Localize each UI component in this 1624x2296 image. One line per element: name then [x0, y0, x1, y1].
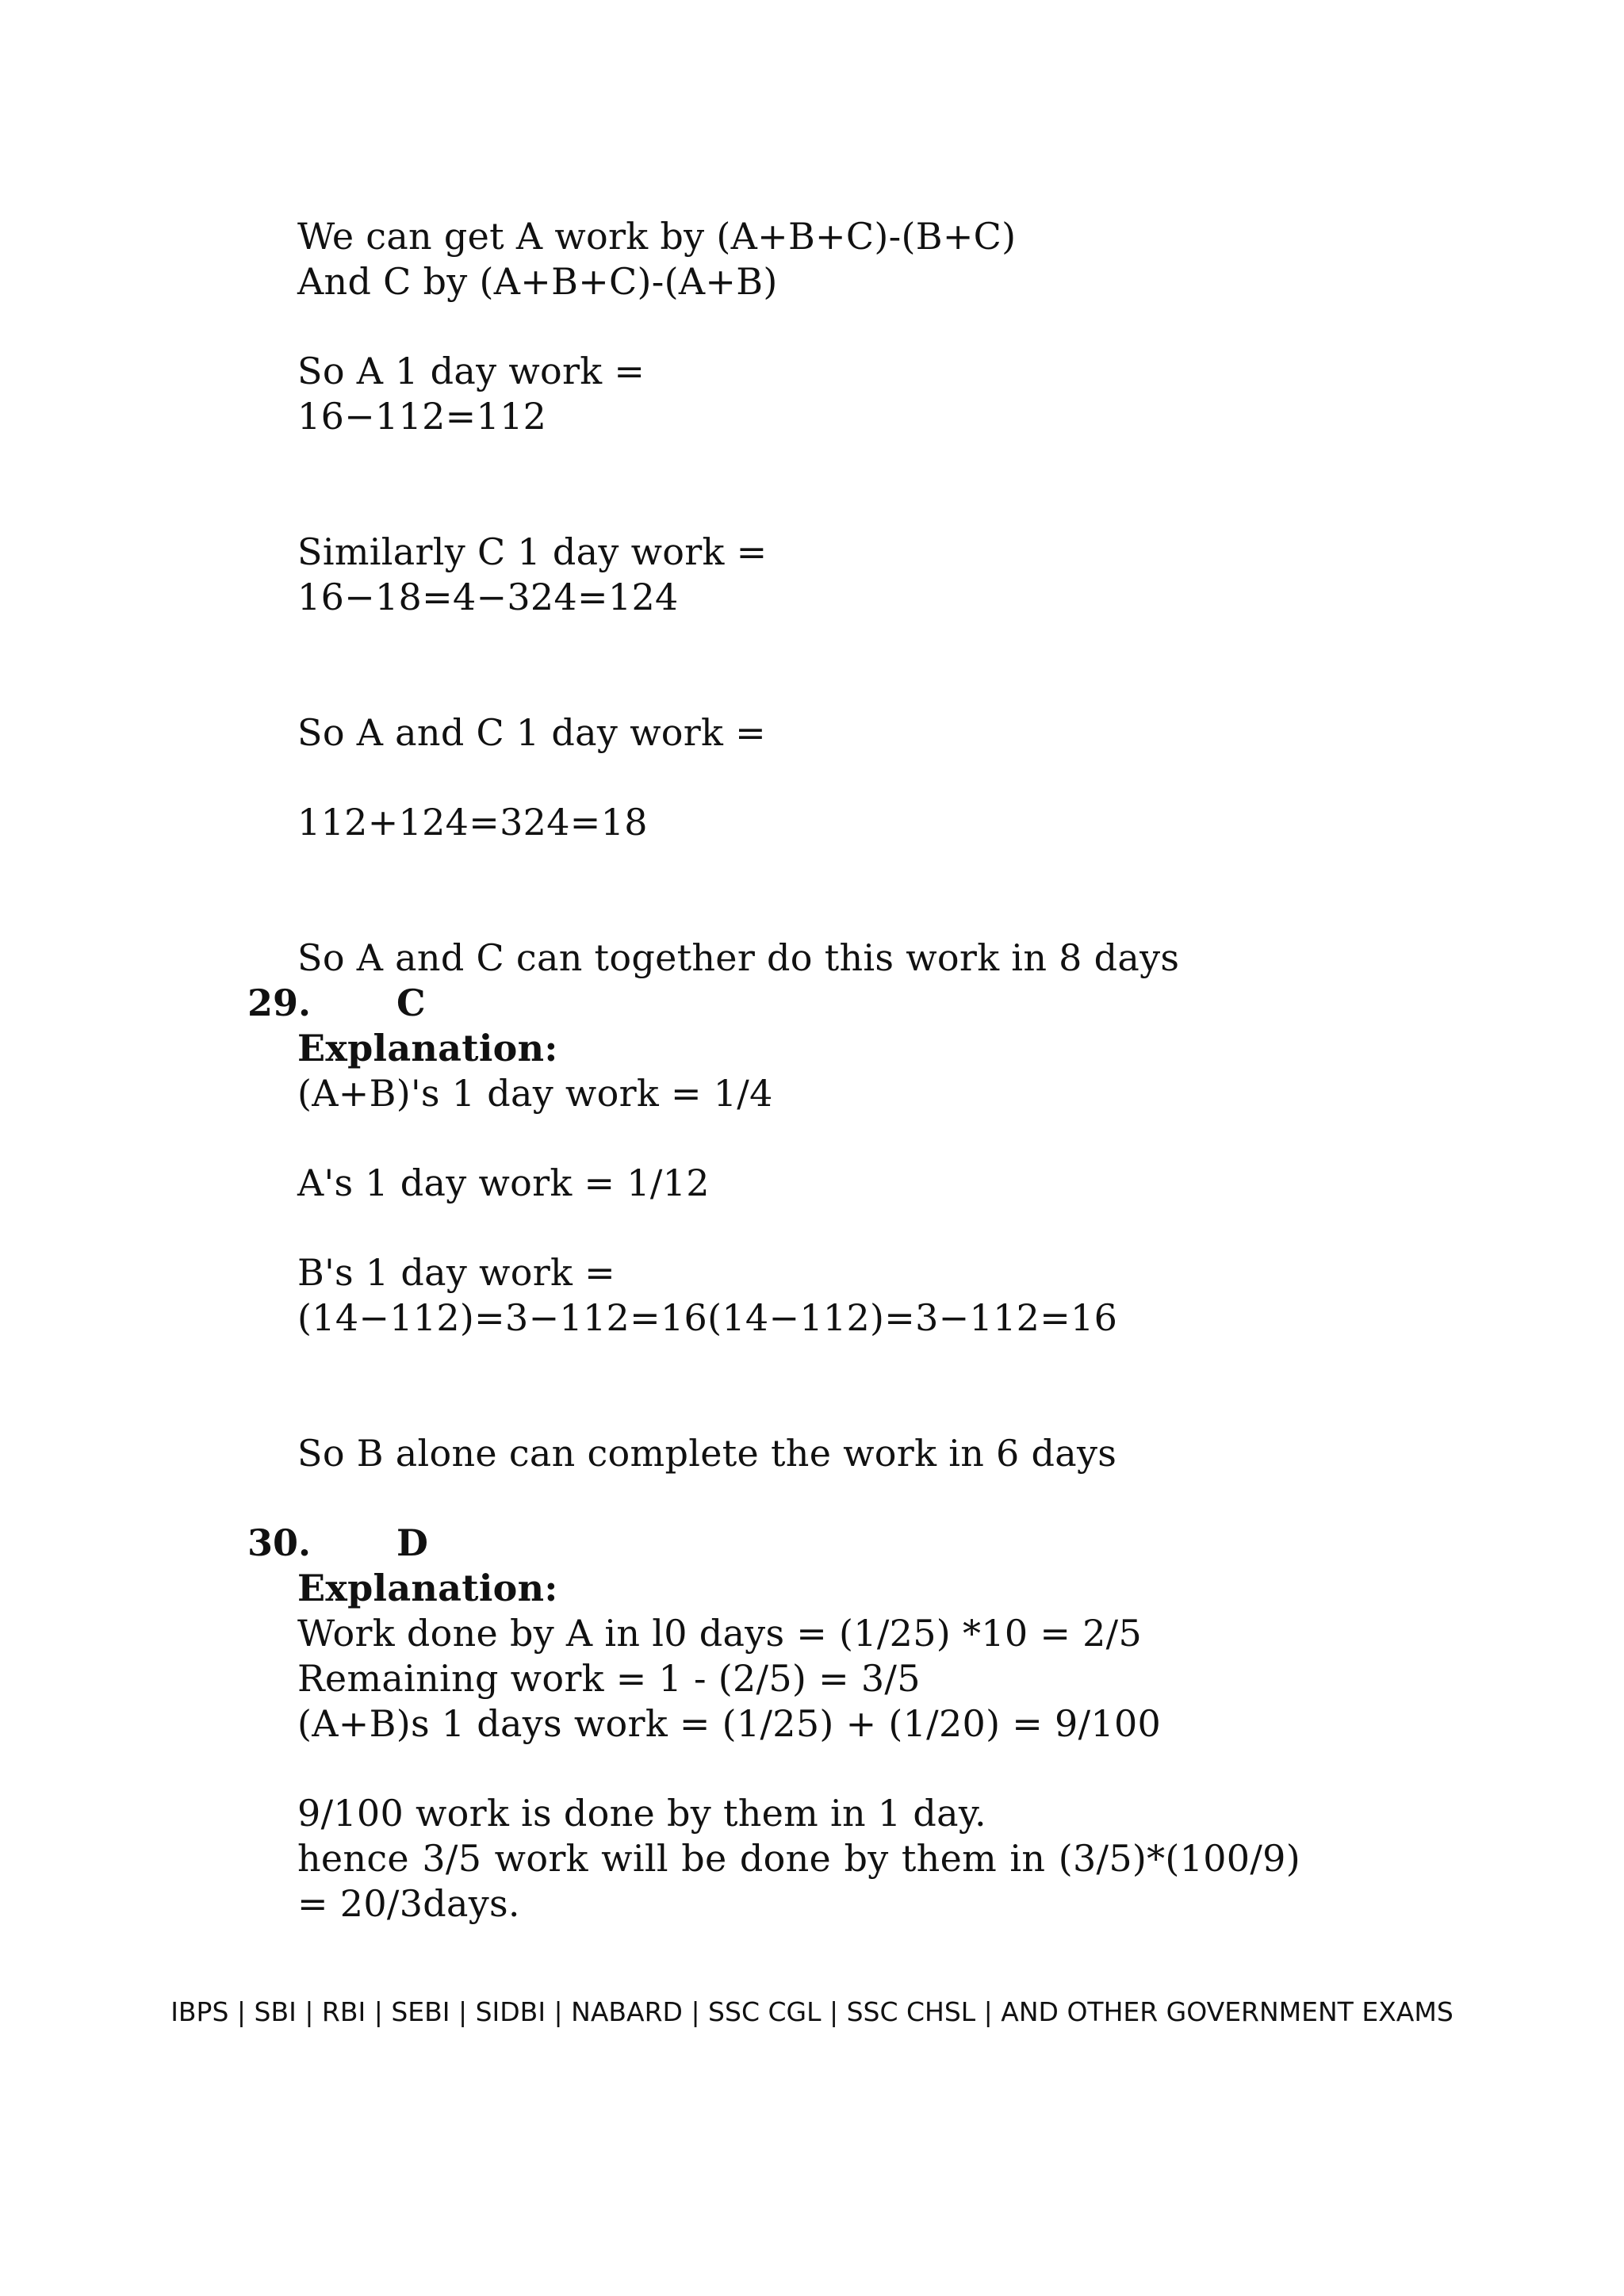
- solution-line: (A+B)'s 1 day work = 1/4: [297, 1072, 773, 1115]
- solution-conclusion: = 20/3days.: [297, 1882, 520, 1925]
- solution-line: Remaining work = 1 - (2/5) = 3/5: [297, 1657, 921, 1700]
- solution-line: So A and C 1 day work =: [297, 711, 766, 754]
- solution-line: A's 1 day work = 1/12: [297, 1161, 710, 1204]
- solution-line: 112+124=324=18: [297, 801, 648, 844]
- answer-option: C: [396, 982, 426, 1024]
- solution-line: And C by (A+B+C)-(A+B): [297, 260, 778, 303]
- solution-line: (A+B)s 1 days work = (1/25) + (1/20) = 9/100: [297, 1702, 1162, 1745]
- solution-line: Similarly C 1 day work =: [297, 530, 768, 573]
- solution-line: 16−112=112: [297, 395, 547, 438]
- solution-line: hence 3/5 work will be done by them in (3/5)*(100/9): [297, 1837, 1300, 1880]
- solution-line: 16−18=4−324=124: [297, 576, 679, 618]
- solution-line: So A 1 day work =: [297, 350, 645, 392]
- solution-line: Work done by A in l0 days = (1/25) *10 = 2/5: [297, 1612, 1143, 1655]
- solution-line: We can get A work by (A+B+C)-(B+C): [297, 215, 1017, 258]
- solution-line: (14−112)=3−112=16(14−112)=3−112=16: [297, 1296, 1118, 1339]
- solution-conclusion: So A and C can together do this work in 8 days: [297, 936, 1180, 979]
- solution-line: 9/100 work is done by them in 1 day.: [297, 1792, 986, 1835]
- page-footer: IBPS | SBI | RBI | SEBI | SIDBI | NABARD | SSC CGL | SSC CHSL | AND OTHER GOVERNMENT EXAMS: [170, 1996, 1454, 2027]
- solution-conclusion: So B alone can complete the work in 6 days: [297, 1432, 1117, 1475]
- answer-option: D: [396, 1521, 428, 1564]
- explanation-label: Explanation:: [297, 1027, 558, 1070]
- question-number: 30.: [247, 1521, 312, 1564]
- solution-line: B's 1 day work =: [297, 1251, 615, 1294]
- explanation-label: Explanation:: [297, 1567, 558, 1609]
- question-number: 29.: [247, 982, 312, 1024]
